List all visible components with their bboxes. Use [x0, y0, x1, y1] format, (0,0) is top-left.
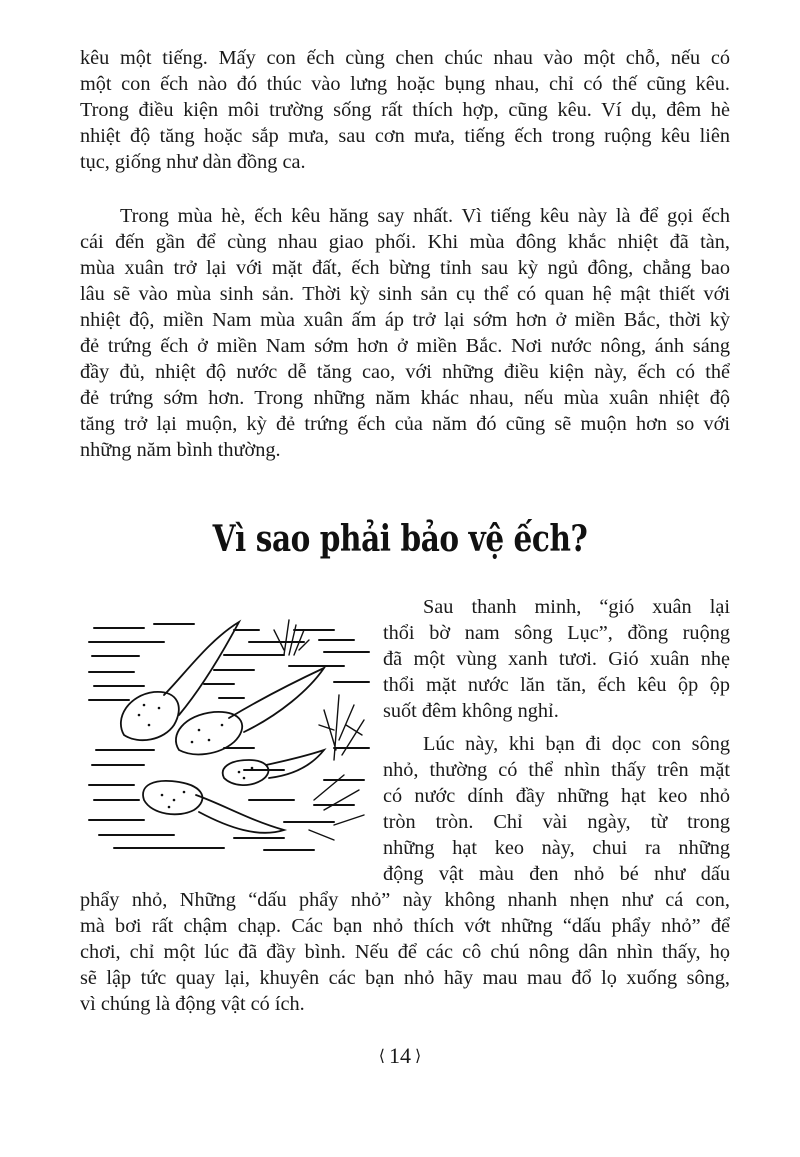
- tadpole-4: [143, 781, 284, 833]
- page-number-value: 14: [389, 1043, 411, 1068]
- page-number: [0, 1043, 800, 1069]
- left-angle-icon: ⟨: [378, 1048, 385, 1065]
- text-line: động vật màu đen nhỏ bé như dấu: [383, 863, 730, 885]
- text-line: tục, giống như dàn đồng ca.: [80, 151, 306, 173]
- text-line: Trong điều kiện môi trường sống rất thích hợp, cũng kêu. Ví dụ, đêm hè: [80, 99, 730, 121]
- text-line: đẻ trứng sớm hơn. Trong những năm khác nhau, nếu mùa xuân nhiệt độ: [80, 387, 730, 409]
- tadpole-1: [121, 622, 239, 740]
- tadpole-3: [223, 750, 324, 785]
- text-line: những hạt keo này, chui ra những: [383, 837, 730, 859]
- section-title: Vì sao phải bảo vệ ếch?: [212, 518, 588, 560]
- speckles: [138, 704, 254, 809]
- text-line: lâu sẽ vào mùa sinh sản. Thời kỳ sinh sản cụ thể có quan hệ mật thiết với: [80, 283, 730, 305]
- text-line: Trong mùa hè, ếch kêu hăng say nhất. Vì tiếng kêu này là để gọi ếch: [120, 205, 730, 227]
- water-lines: [89, 624, 369, 850]
- tadpole-2: [176, 668, 324, 754]
- text-line: một con ếch nào đó thúc vào lưng hoặc bụng nhau, chỉ có thế cũng kêu.: [80, 73, 730, 95]
- text-line: tròn tròn. Chỉ vài ngày, từ trong: [383, 811, 730, 833]
- text-line: thổi bờ nam sông Lục”, đồng ruộng: [383, 622, 730, 644]
- text-line: tăng trở lại muộn, kỳ đẻ trứng ếch của năm đó cũng sẽ muộn hơn so với: [80, 413, 730, 435]
- text-line: đầy đủ, nhiệt độ nước dễ tăng cao, với những điều kiện này, ếch có thể: [80, 361, 730, 383]
- text-line: sẽ lập tức quay lại, khuyên các bạn nhỏ hãy mau mau đổ lọ xuống sông,: [80, 967, 730, 989]
- tadpoles-illustration: [84, 600, 376, 862]
- text-line: suốt đêm không nghỉ.: [383, 700, 559, 722]
- text-line: chơi, chỉ một lúc đã đầy bình. Nếu để các cô chú nông dân nhìn thấy, họ: [80, 941, 730, 963]
- text-line: nhiệt độ, miền Nam mùa xuân ấm áp trở lại sớm hơn ở miền Bắc, thời kỳ: [80, 309, 730, 331]
- text-line: mà bơi rất chậm chạp. Các bạn nhỏ thích vớt những “dấu phẩy nhỏ” để: [80, 915, 730, 937]
- text-line: mùa xuân trở lại với mặt đất, ếch bừng tỉnh sau kỳ ngủ đông, chẳng bao: [80, 257, 730, 279]
- text-line: thổi mặt nước lăn tăn, ếch kêu ộp ộp: [383, 674, 730, 696]
- right-angle-icon: ⟩: [415, 1048, 422, 1065]
- text-line: phẩy nhỏ, Những “dấu phẩy nhỏ” này không nhanh nhẹn như cá con,: [80, 889, 730, 911]
- text-line: Lúc này, khi bạn đi dọc con sông: [423, 733, 730, 755]
- text-line: có nước dính đầy những hạt keo nhỏ: [383, 785, 730, 807]
- text-line: vì chúng là động vật có ích.: [80, 993, 305, 1015]
- text-line: đẻ trứng ếch ở miền Nam sớm hơn ở miền Bắc. Nơi nước nông, ánh sáng: [80, 335, 730, 357]
- text-line: những năm bình thường.: [80, 439, 281, 461]
- text-line: nhỏ, thường có thể nhìn thấy trên mặt: [383, 759, 730, 781]
- text-line: đã một vùng xanh tươi. Gió xuân nhẹ: [383, 648, 730, 670]
- text-line: cái đến gần để cùng nhau giao phối. Khi mùa đông khắc nhiệt đã tàn,: [80, 231, 730, 253]
- text-line: nhiệt độ tăng hoặc sắp mưa, sau cơn mưa, tiếng ếch trong ruộng kêu liên: [80, 125, 730, 147]
- text-line: Sau thanh minh, “gió xuân lại: [423, 596, 730, 618]
- text-line: kêu một tiếng. Mấy con ếch cùng chen chúc nhau vào một chỗ, nếu có: [80, 47, 730, 69]
